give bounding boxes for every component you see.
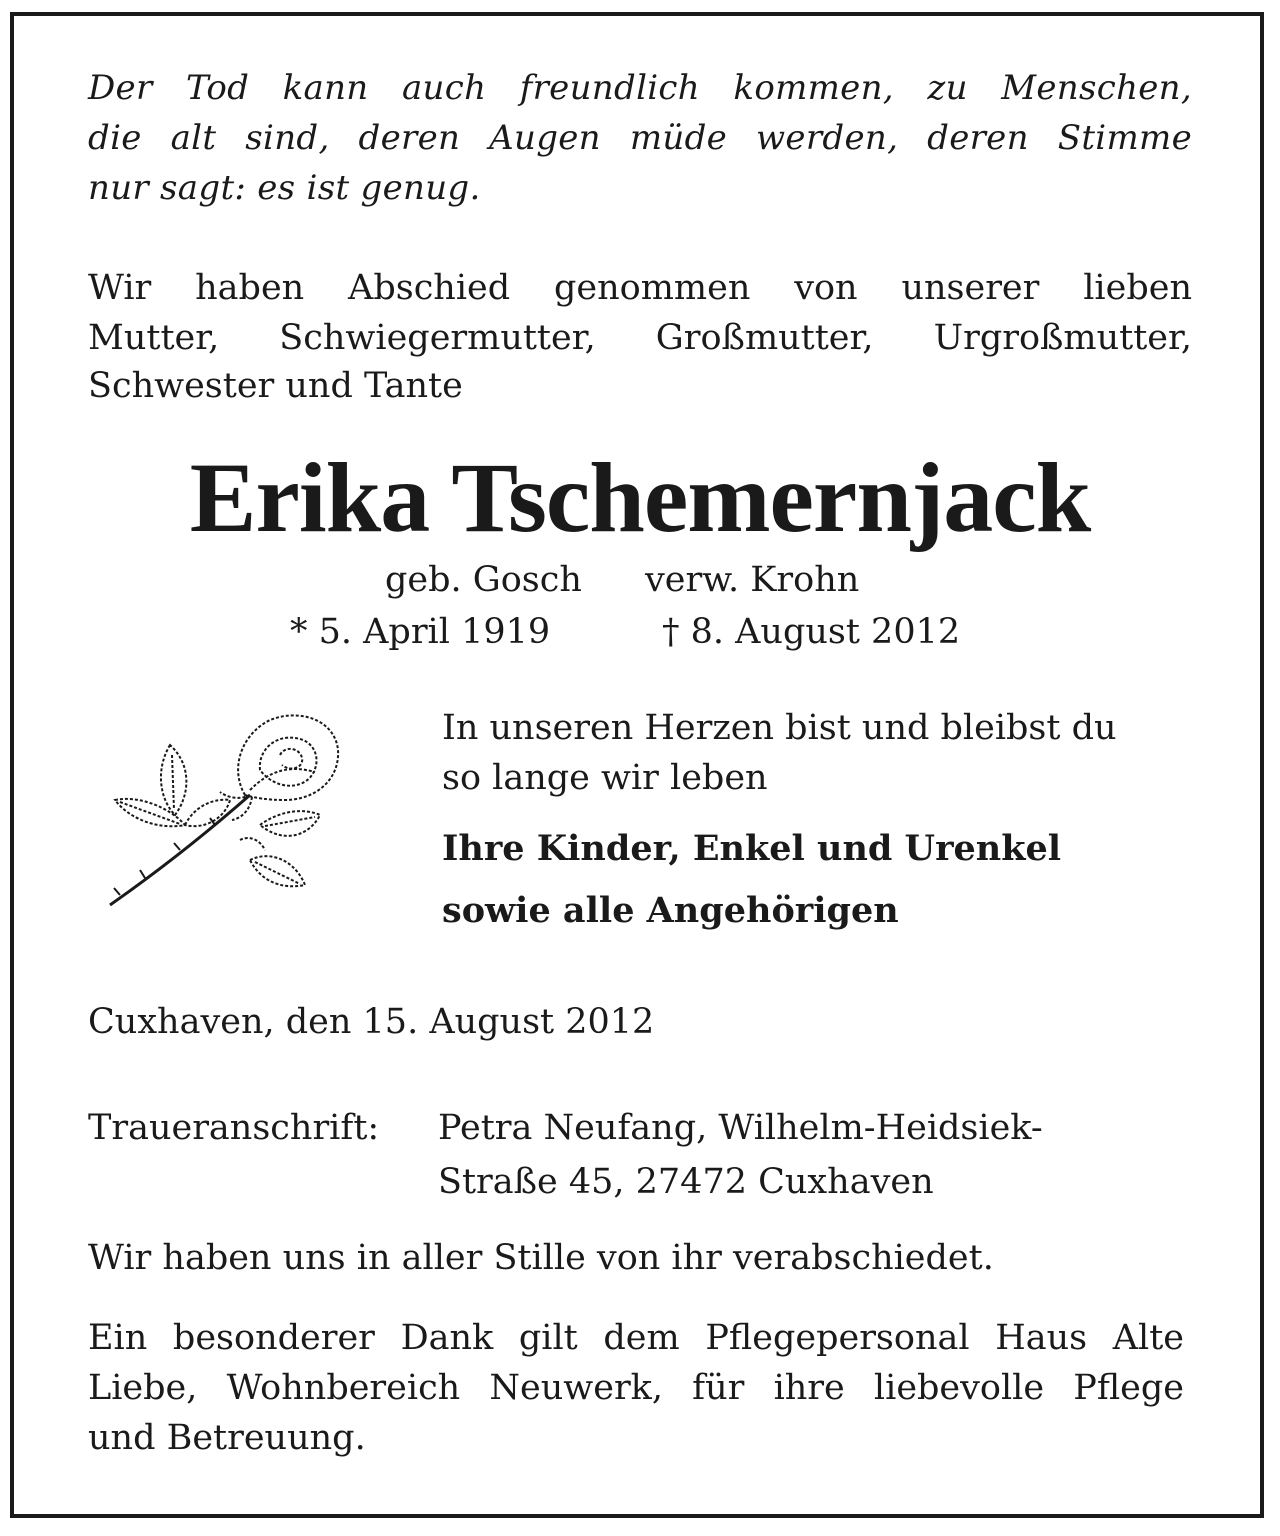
thanks-line-3: und Betreuung. xyxy=(88,1418,366,1458)
quote-line-1: Der Tod kann auch freundlich kommen, zu Menschen, xyxy=(88,68,1192,108)
thanks-line-2: Liebe, Wohnbereich Neuwerk, für ihre liebevolle Pflege xyxy=(88,1368,1184,1408)
place-date: Cuxhaven, den 15. August 2012 xyxy=(88,1002,655,1042)
intro-line-1: Wir haben Abschied genommen von unserer lieben xyxy=(88,268,1192,308)
widowed-name: verw. Krohn xyxy=(645,560,860,600)
deceased-name: Erika Tschemernjack xyxy=(189,442,1091,553)
address-label: Traueranschrift: xyxy=(88,1108,380,1148)
intro-line-3: Schwester und Tante xyxy=(88,366,463,406)
heart-text-line-2: so lange wir leben xyxy=(442,758,768,798)
birth-date: * 5. April 1919 xyxy=(290,612,551,652)
signatories-line-2: sowie alle Angehörigen xyxy=(442,890,899,931)
rose-icon xyxy=(100,700,350,920)
quote-line-3: nur sagt: es ist genug. xyxy=(88,168,481,208)
address-line-2: Straße 45, 27472 Cuxhaven xyxy=(438,1162,934,1202)
signatories-line-1: Ihre Kinder, Enkel und Urenkel xyxy=(442,828,1062,869)
thanks-line-1: Ein besonderer Dank gilt dem Pflegepersonal Haus Alte xyxy=(88,1318,1184,1358)
death-date: † 8. August 2012 xyxy=(662,612,961,652)
intro-line-2: Mutter, Schwiegermutter, Großmutter, Urgroßmutter, xyxy=(88,318,1192,358)
farewell-text: Wir haben uns in aller Stille von ihr verabschiedet. xyxy=(88,1238,994,1278)
heart-text-line-1: In unseren Herzen bist und bleibst du xyxy=(442,708,1117,748)
address-line-1: Petra Neufang, Wilhelm-Heidsiek- xyxy=(438,1108,1043,1148)
maiden-name: geb. Gosch xyxy=(385,560,582,600)
quote-line-2: die alt sind, deren Augen müde werden, deren Stimme xyxy=(88,118,1192,158)
